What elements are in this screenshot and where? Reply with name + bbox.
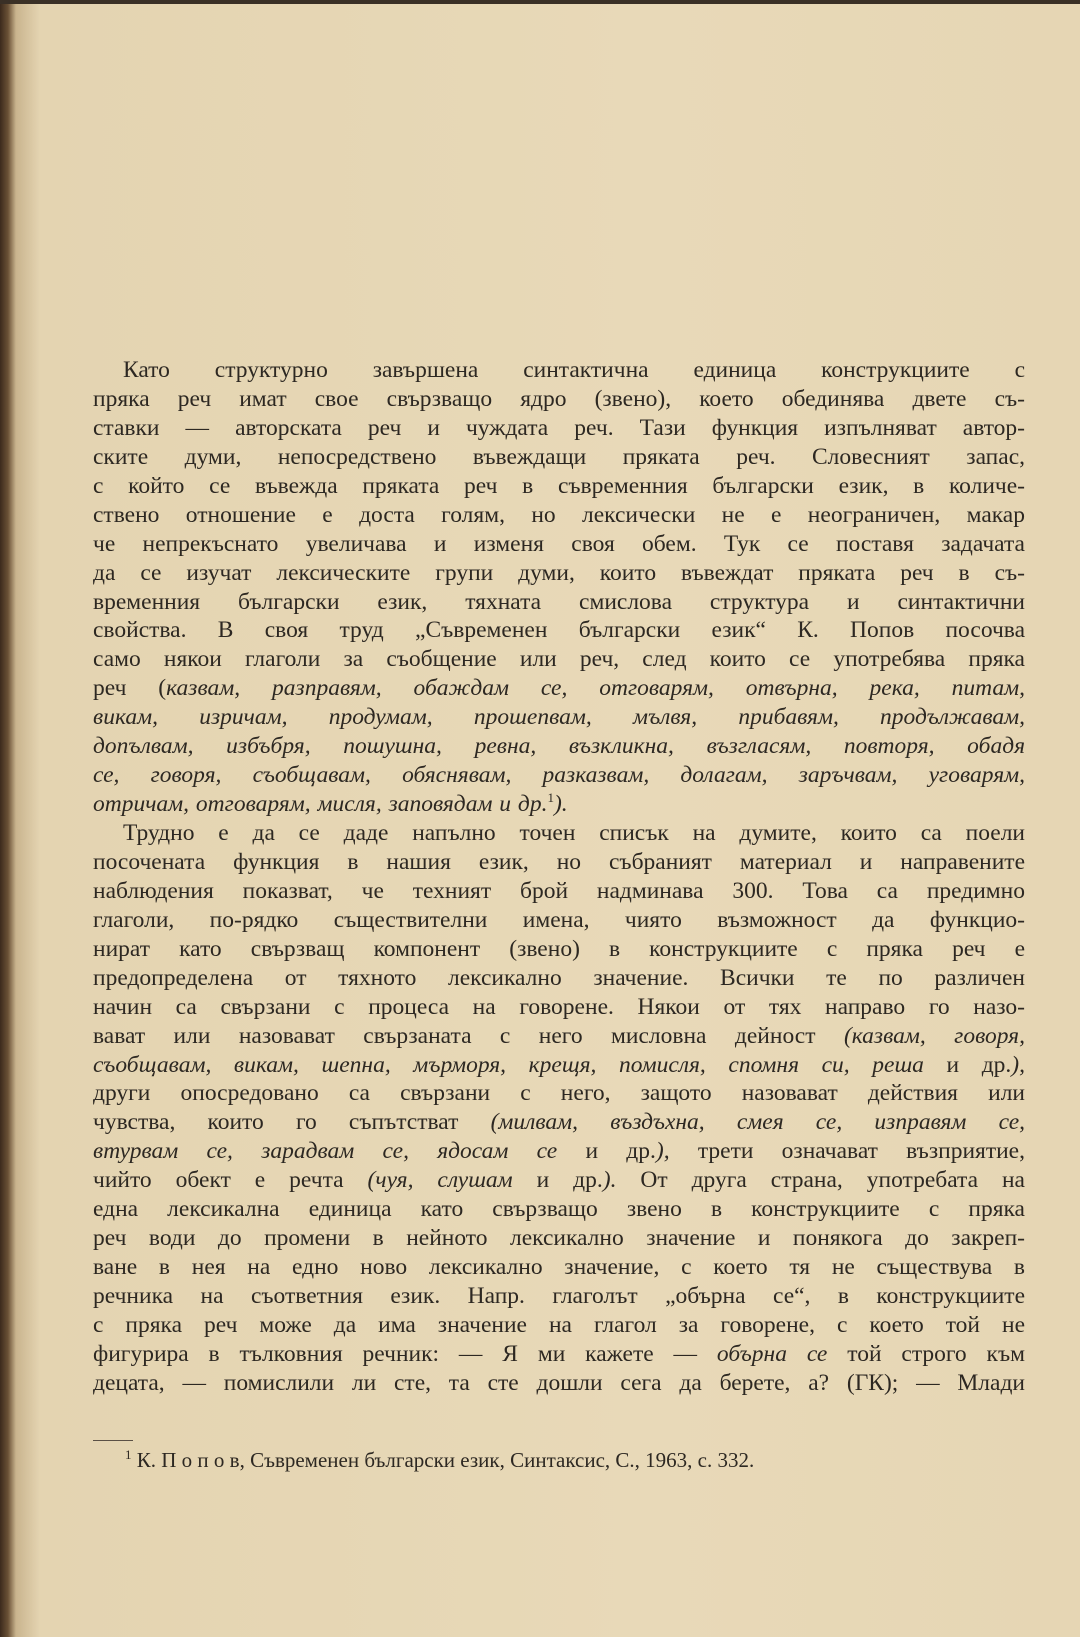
text-line [93, 1137, 1025, 1166]
text-line [93, 1166, 1025, 1195]
page-top-edge [0, 0, 1080, 4]
text-line [93, 559, 1025, 588]
text-segment: и др. [923, 1051, 1012, 1078]
text-line [93, 1253, 1025, 1282]
text-line [93, 1224, 1025, 1253]
text-line [93, 790, 1025, 819]
italic-example-text: допълвам, избъбря, пошушна, ревна, възкликна, възгласям, повторя, обадя [93, 733, 1025, 760]
text-line [93, 703, 1025, 732]
text-segment: други опосредовано са свързани с него, защото назовават действия или [93, 1080, 1025, 1107]
italic-example-text: викам, изричам, продумам, прошепвам, мълвя, прибавям, продължавам, [93, 704, 1025, 731]
text-segment: глаголи, по-рядко съществителни имена, чиято възможност да функцио- [93, 906, 1025, 933]
text-segment: ските думи, непосредствено въвеждащи пряката реч. Словесният запас, [93, 443, 1025, 470]
italic-example-text: ). [553, 791, 568, 818]
text-segment: той строго към [827, 1340, 1025, 1367]
text-line [93, 964, 1025, 993]
text-segment: с който се въвежда пряката реч в съвременния български език, в количе- [93, 472, 1025, 499]
text-line [93, 819, 1025, 848]
text-segment: ване в нея на едно ново лексикално значение, с което тя не съществува в [93, 1254, 1025, 1281]
text-line [93, 935, 1025, 964]
footnote-author: К. П о п о в, [136, 1448, 245, 1472]
italic-example-text: обърна се [716, 1340, 828, 1367]
text-line [93, 530, 1025, 559]
footnote [125, 1448, 754, 1473]
text-line [93, 1051, 1025, 1080]
italic-example-text: ). [602, 1167, 617, 1194]
text-line [93, 906, 1025, 935]
italic-example-text: съобщавам, викам, шепна, мърморя, крещя, помисля, спомня си, реша [93, 1051, 924, 1078]
text-segment: фигурира в тълковния речник: — Я ми кажете — [93, 1340, 717, 1367]
footnote-text: Съвременен български език, Синтаксис, С., 1963, с. 332. [244, 1448, 755, 1472]
text-segment: посочената функция в нашия език, но събраният материал и направените [93, 848, 1025, 875]
italic-example-text: отричам, отговарям, мисля, заповядам и др. [93, 791, 548, 818]
text-line [93, 645, 1025, 674]
text-line [93, 501, 1025, 530]
text-segment: трети означават възприятие, [669, 1138, 1025, 1165]
text-segment: ставки — авторската реч и чуждата реч. Тази функция изпълняват автор- [93, 414, 1025, 441]
text-segment: една лексикална единица като свързващо звено в конструкциите с пряка [93, 1196, 1025, 1223]
italic-example-text: (милвам, въздъхна, смея се, изправям се, [490, 1109, 1025, 1136]
footnote-reference: 1 [547, 790, 554, 806]
text-line [93, 385, 1025, 414]
text-segment: свойства. В своя труд „Съвременен български език“ К. Попов посочва [93, 617, 1025, 644]
text-line [93, 1022, 1025, 1051]
text-segment: речника на съответния език. Напр. глаголът „обърна се“, в конструкциите [93, 1283, 1025, 1309]
text-segment: Трудно е да се даде напълно точен списък на думите, които са поели [123, 820, 1025, 846]
text-line [93, 1340, 1025, 1369]
italic-example-text: се, говоря, съобщавам, обяснявам, разказвам, долагам, заръчвам, уговарям, [93, 762, 1025, 789]
text-segment: временния български език, тяхната смислова структура и синтактични [93, 588, 1025, 615]
footnote-marker: 1 [125, 1447, 132, 1462]
text-line [93, 993, 1025, 1022]
text-line [93, 356, 1025, 385]
italic-example-text: втурвам се, зарадвам се, ядосам се [93, 1138, 558, 1165]
text-line [93, 1108, 1025, 1137]
italic-example-text: (чуя, слушам [367, 1167, 513, 1194]
text-segment: наблюдения показват, че техният брой надминава 300. Това са предимно [93, 877, 1025, 904]
text-segment: пряка реч имат свое свързващо ядро (звено), което обединява двете съ- [93, 385, 1025, 412]
text-segment: да се изучат лексическите групи думи, които въвеждат пряката реч в съ- [93, 559, 1025, 586]
text-line [93, 588, 1025, 617]
text-segment: само някои глаголи за съобщение или реч, след които се употребява пряка [93, 646, 1025, 673]
italic-example-text: ), [1011, 1051, 1025, 1078]
text-segment: реч води до промени в нейното лексикално значение и понякога до закреп- [93, 1225, 1025, 1252]
text-line [93, 877, 1025, 906]
text-segment: Като структурно завършена синтактична единица конструкциите с [123, 357, 1025, 383]
text-line [93, 1311, 1025, 1340]
text-segment: вават или назовават свързаната с него мисловна дейност [93, 1022, 844, 1049]
text-line [93, 761, 1025, 790]
text-line [93, 732, 1025, 761]
text-segment: децата, — помислили ли сте, та сте дошли сега да берете, а? (ГК); — Млади [93, 1369, 1025, 1396]
text-line [93, 1079, 1025, 1108]
italic-example-text: (казвам, говоря, [843, 1022, 1025, 1049]
text-segment: и др. [557, 1138, 656, 1165]
italic-example-text: казвам, разправям, обаждам се, отговарям, отвърна, река, питам, [166, 675, 1025, 702]
text-line [93, 616, 1025, 645]
text-line [93, 472, 1025, 501]
text-segment: реч ( [93, 675, 167, 702]
text-line [93, 443, 1025, 472]
text-segment: чийто обект е речта [93, 1167, 368, 1194]
text-line [93, 848, 1025, 877]
text-segment: предопределена от тяхното лексикално значение. Всички те по различен [93, 964, 1025, 991]
text-segment: От друга страна, употребата на [616, 1167, 1025, 1194]
text-line [93, 414, 1025, 443]
footnote-divider [93, 1440, 133, 1441]
italic-example-text: ), [655, 1138, 670, 1165]
text-segment: чувства, които го съпътстват [93, 1109, 491, 1136]
text-line [93, 1195, 1025, 1224]
text-line [93, 1282, 1025, 1311]
text-line [93, 1369, 1025, 1398]
text-segment: с пряка реч може да има значение на глагол за говорене, с което той не [93, 1311, 1025, 1338]
text-segment: и др. [512, 1167, 603, 1194]
text-segment: начин са свързани с процеса на говорене. Някои от тях направо го назо- [93, 993, 1025, 1020]
text-line [93, 674, 1025, 703]
text-segment: че непрекъснато увеличава и изменя своя обем. Тук се поставя задачата [93, 530, 1025, 557]
text-segment: нират като свързващ компонент (звено) в конструкциите с пряка реч е [93, 935, 1025, 962]
body-text [93, 356, 1025, 1398]
text-segment: ствено отношение е доста голям, но лексически не е неограничен, макар [93, 501, 1025, 528]
